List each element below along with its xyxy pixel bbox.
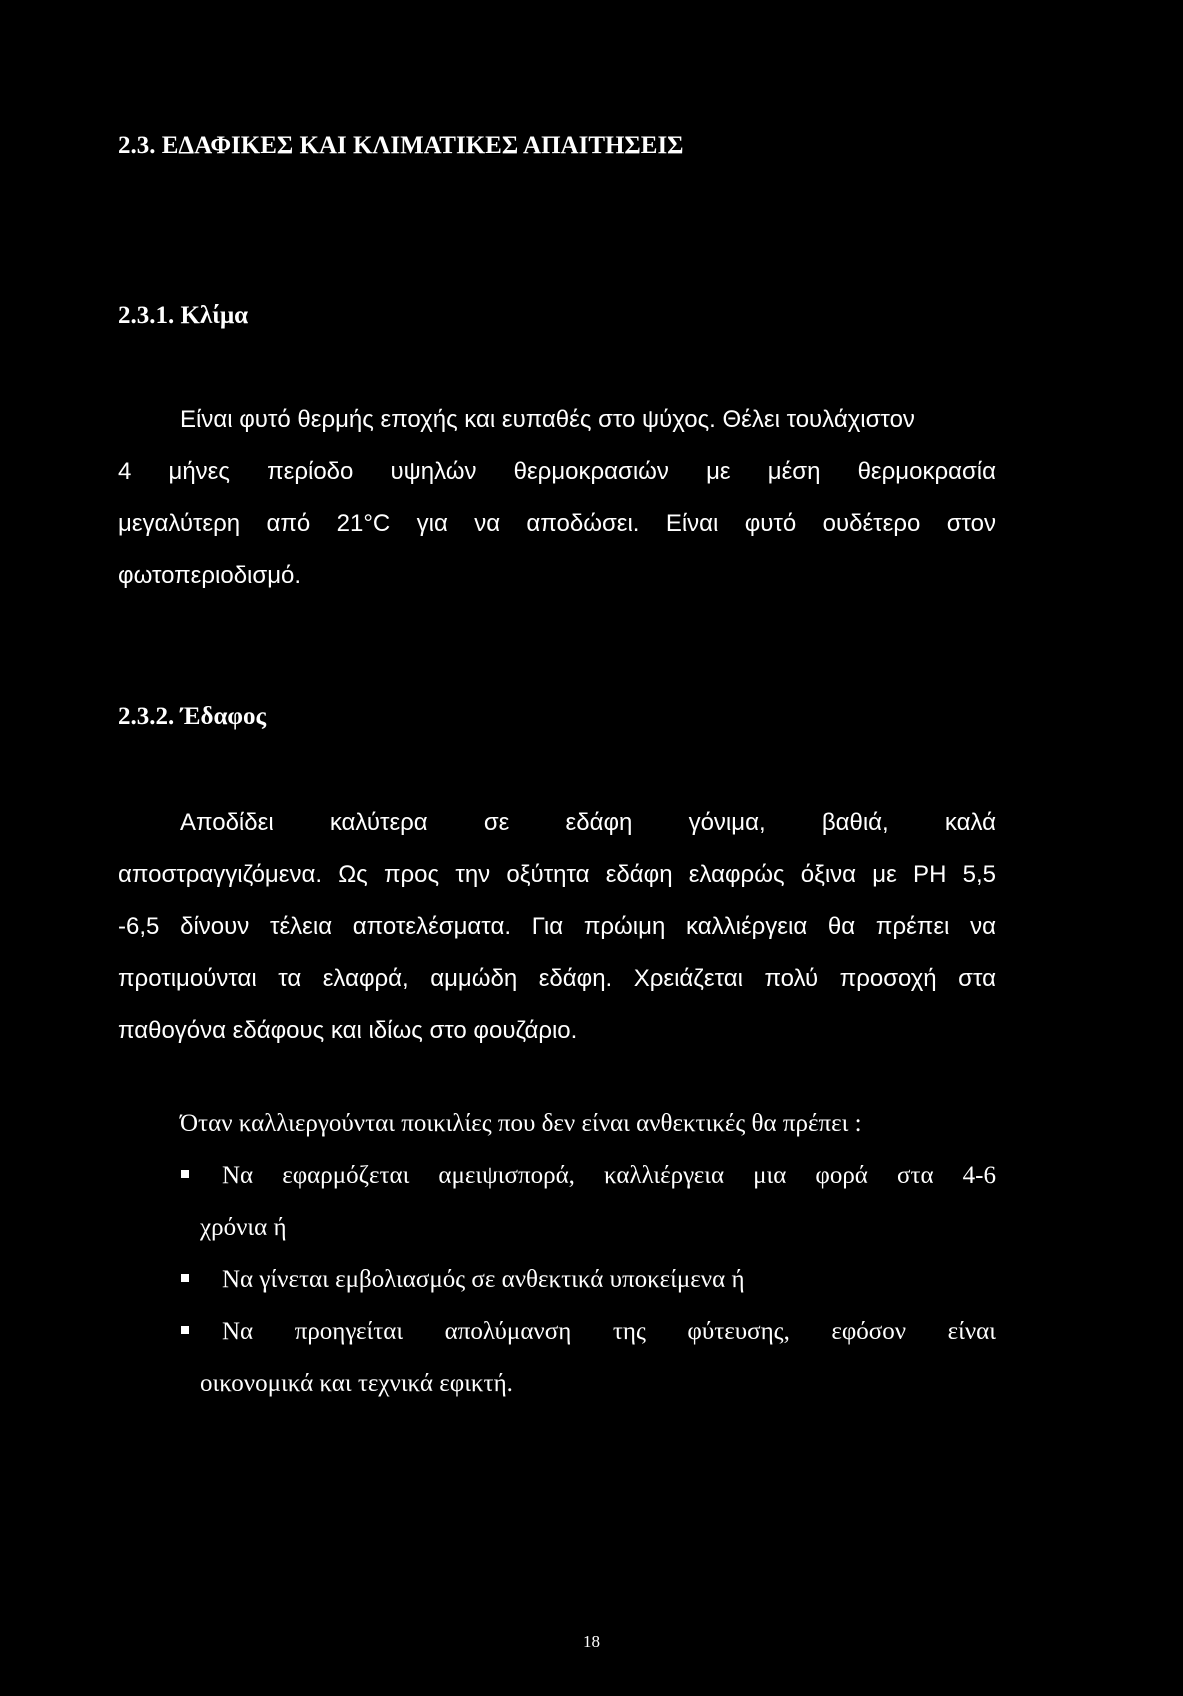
subsection-heading-klima: 2.3.1. Κλίμα: [118, 302, 249, 329]
section-title: 2.3. ΕΔΑΦΙΚΕΣ ΚΑΙ ΚΛΙΜΑΤΙΚΕΣ ΑΠΑΙΤΗΣΕΙΣ: [118, 132, 684, 159]
list-item-line: Να εφαρμόζεται αμειψισπορά, καλλιέργεια μια φορά στα 4-6: [222, 1162, 996, 1189]
list-item-line: χρόνια ή: [200, 1214, 287, 1241]
paragraph-line: μεγαλύτερη από 21°C για να αποδώσει. Είναι φυτό ουδέτερο στον: [118, 510, 996, 537]
square-bullet-icon: [181, 1274, 189, 1282]
paragraph-line: αποστραγγιζόμενα. Ως προς την οξύτητα εδάφη ελαφρώς όξινα με PH 5,5: [118, 861, 996, 888]
paragraph-klima: [118, 394, 996, 602]
square-bullet-icon: [181, 1326, 189, 1334]
paragraph-line: Αποδίδει καλύτερα σε εδάφη γόνιμα, βαθιά, καλά: [180, 809, 996, 836]
varieties-intro: Όταν καλλιεργούνται ποικιλίες που δεν είναι ανθεκτικές θα πρέπει :: [180, 1110, 862, 1137]
list-item: [118, 1306, 996, 1410]
list-item: [118, 1150, 996, 1254]
subsection-heading-edafos: 2.3.2. Έδαφος: [118, 703, 267, 730]
paragraph-edafos: [118, 797, 996, 1057]
list-item-line: οικονομικά και τεχνικά εφικτή.: [200, 1370, 513, 1397]
paragraph-line: προτιμούνται τα ελαφρά, αμμώδη εδάφη. Χρειάζεται πολύ προσοχή στα: [118, 965, 996, 992]
bullet-list: [118, 1150, 996, 1410]
paragraph-line: 4 μήνες περίοδο υψηλών θερμοκρασιών με μέση θερμοκρασία: [118, 458, 996, 485]
list-item-line: Να γίνεται εμβολιασμός σε ανθεκτικά υποκείμενα ή: [222, 1266, 745, 1293]
paragraph-line: φωτοπεριοδισμό.: [118, 562, 302, 589]
square-bullet-icon: [181, 1170, 189, 1178]
page-number: 18: [583, 1632, 600, 1651]
paragraph-line: Είναι φυτό θερμής εποχής και ευπαθές στο ψύχος. Θέλει τουλάχιστον: [180, 406, 915, 433]
list-item-line: Να προηγείται απολύμανση της φύτευσης, εφόσον είναι: [222, 1318, 996, 1345]
list-item: [118, 1254, 996, 1306]
paragraph-line: παθογόνα εδάφους και ιδίως στο φουζάριο.: [118, 1017, 578, 1044]
paragraph-line: -6,5 δίνουν τέλεια αποτελέσματα. Για πρώιμη καλλιέργεια θα πρέπει να: [118, 913, 996, 940]
